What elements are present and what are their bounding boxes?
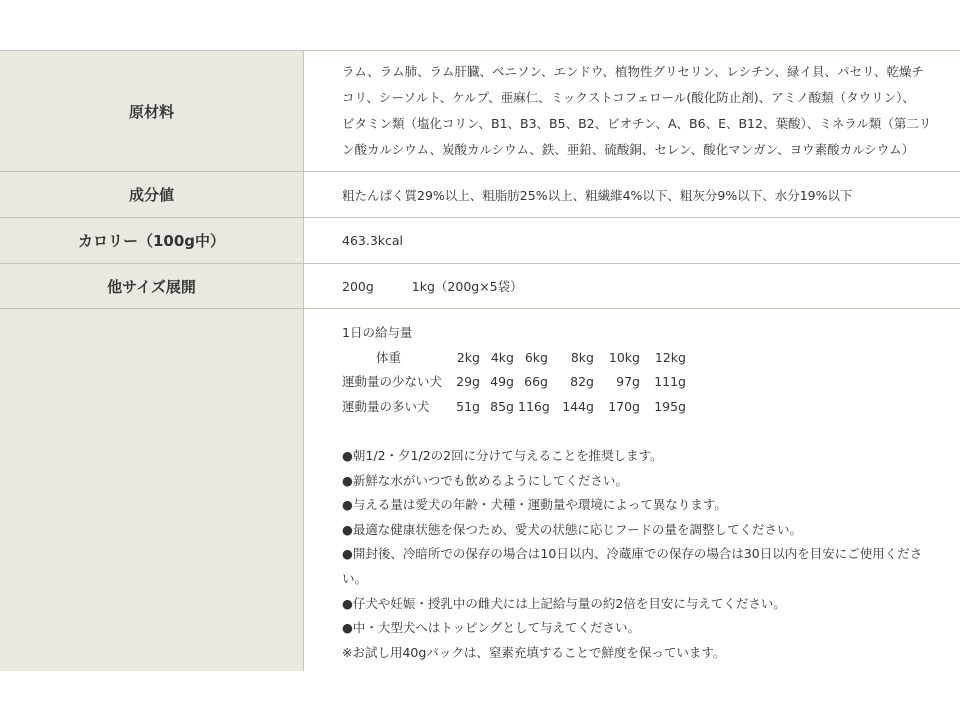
feeding-note: い。 <box>342 570 368 586</box>
low-activity-value: 49g <box>490 374 514 390</box>
size-item: 200g <box>342 279 374 294</box>
high-activity-value: 170g <box>608 398 640 414</box>
weight-value: 10kg <box>608 349 640 365</box>
product-spec-table <box>0 50 960 671</box>
ingredients-value <box>304 51 960 171</box>
feeding-note: ●与える量は愛犬の年齢・犬種・運動量や環境によって異なります。 <box>342 497 727 513</box>
sizes-label: 他サイズ展開 <box>0 264 304 308</box>
ingredients-line: ン酸カルシウム、炭酸カルシウム、鉄、亜鉛、硫酸銅、セレン、酸化マンガン、ヨウ素酸カルシウム） <box>342 142 915 157</box>
feeding-row <box>0 309 960 671</box>
high-activity-value: 51g <box>456 398 480 414</box>
weight-value: 12kg <box>654 349 686 365</box>
ingredients-line: コリ、シーソルト、ケルプ、亜麻仁、ミックストコフェロール(酸化防止剤)、アミノ酸類（タウリン）、 <box>342 90 915 105</box>
weight-value: 2kg <box>456 349 480 365</box>
sizes-list <box>342 277 936 295</box>
analysis-text: 粗たんぱく質29%以上、粗脂肪25%以上、粗繊維4%以下、粗灰分9%以下、水分19%以下 <box>342 187 853 203</box>
weight-value: 8kg <box>570 349 594 365</box>
feeding-note: ●仔犬や妊娠・授乳中の雌犬には上記給与量の約2倍を目安に与えてください。 <box>342 595 786 611</box>
sizes-row <box>0 264 960 309</box>
high-activity-value: 144g <box>562 398 594 414</box>
low-activity-value: 82g <box>570 374 594 390</box>
feeding-note: ●開封後、冷暗所での保存の場合は10日以内、冷蔵庫での保存の場合は30日以内を目安にご使用くださ <box>342 546 923 562</box>
feeding-note: ※お試し用40gパックは、窒素充填することで鮮度を保っています。 <box>342 644 726 660</box>
calorie-label: カロリー（100g中） <box>0 218 304 263</box>
feeding-amount-grid <box>342 346 936 420</box>
feeding-value <box>304 309 960 671</box>
high-activity-value: 195g <box>654 398 686 414</box>
high-activity-value: 116g <box>518 398 550 414</box>
ingredients-row <box>0 51 960 172</box>
feeding-heading: 1日の給与量 <box>342 325 413 340</box>
feeding-note: ●朝1/2・夕1/2の2回に分けて与えることを推奨します。 <box>342 447 663 463</box>
low-activity-value: 66g <box>524 374 548 390</box>
high-activity-row-label: 運動量の多い犬 <box>342 398 430 414</box>
weight-row-label: 体重 <box>376 349 402 365</box>
weight-value: 4kg <box>490 349 514 365</box>
ingredients-line: ラム、ラム肺、ラム肝臓、ベニソン、エンドウ、植物性グリセリン、レシチン、緑イ貝、パセリ、乾燥チ <box>342 64 924 79</box>
calorie-row <box>0 218 960 264</box>
weight-value: 6kg <box>524 349 548 365</box>
analysis-label: 成分値 <box>0 172 304 217</box>
sizes-value <box>304 264 960 308</box>
low-activity-value: 111g <box>654 374 686 390</box>
low-activity-value: 29g <box>456 374 480 390</box>
analysis-value <box>304 172 960 217</box>
ingredients-line: ビタミン類（塩化コリン、B1、B3、B5、B2、ビオチン、A、B6、E、B12、葉酸）、ミネラル類（第二リ <box>342 116 932 131</box>
feeding-note: ●新鮮な水がいつでも飲めるようにしてください。 <box>342 472 628 488</box>
low-activity-value: 97g <box>616 374 640 390</box>
feeding-label <box>0 309 304 671</box>
feeding-note: ●中・大型犬へはトッピングとして与えてください。 <box>342 620 641 636</box>
low-activity-row-label: 運動量の少ない犬 <box>342 374 443 390</box>
ingredients-label: 原材料 <box>0 51 304 171</box>
feeding-note: ●最適な健康状態を保つため、愛犬の状態に応じフードの量を調整してください。 <box>342 521 803 537</box>
size-item: 1kg（200g×5袋） <box>411 279 523 294</box>
analysis-row <box>0 172 960 218</box>
calorie-value <box>304 218 960 263</box>
calorie-text: 463.3kcal <box>342 233 404 248</box>
spacer <box>342 419 936 444</box>
high-activity-value: 85g <box>490 398 514 414</box>
